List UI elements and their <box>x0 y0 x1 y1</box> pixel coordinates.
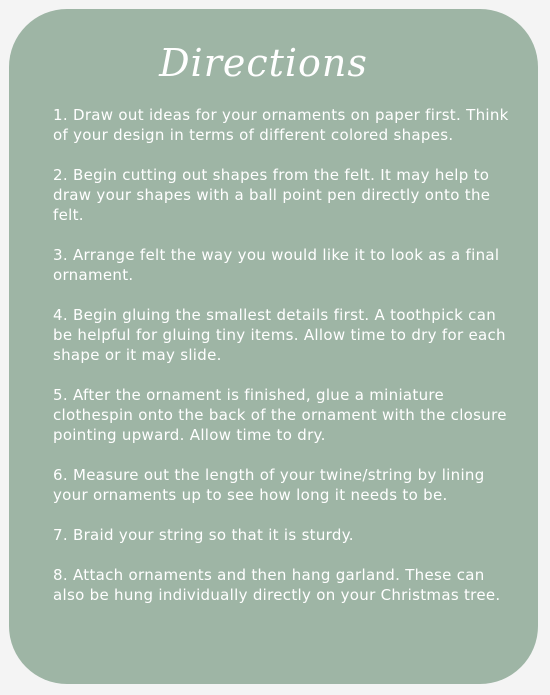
step-7: 7. Braid your string so that it is sturdy. <box>53 526 354 544</box>
steps-list <box>53 105 513 625</box>
step-5: 5. After the ornament is finished, glue a miniature clothespin onto the back of the ornament with the closure pointing upward. Allow time to dry. <box>53 386 507 444</box>
step-8: 8. Attach ornaments and then hang garland. These can also be hung individually directly on your Christmas tree. <box>53 566 501 604</box>
step-1: 1. Draw out ideas for your ornaments on paper first. Think of your design in terms of different colored shapes. <box>53 106 509 144</box>
step-2: 2. Begin cutting out shapes from the felt. It may help to draw your shapes with a ball point pen directly onto the felt. <box>53 166 491 224</box>
step-4: 4. Begin gluing the smallest details first. A toothpick can be helpful for gluing tiny items. Allow time to dry for each shape or it may slide. <box>53 306 506 364</box>
page-title: Directions <box>159 41 368 85</box>
directions-card <box>9 9 538 684</box>
step-6: 6. Measure out the length of your twine/string by lining your ornaments up to see how long it needs to be. <box>53 466 485 504</box>
step-3: 3. Arrange felt the way you would like it to look as a final ornament. <box>53 246 500 284</box>
